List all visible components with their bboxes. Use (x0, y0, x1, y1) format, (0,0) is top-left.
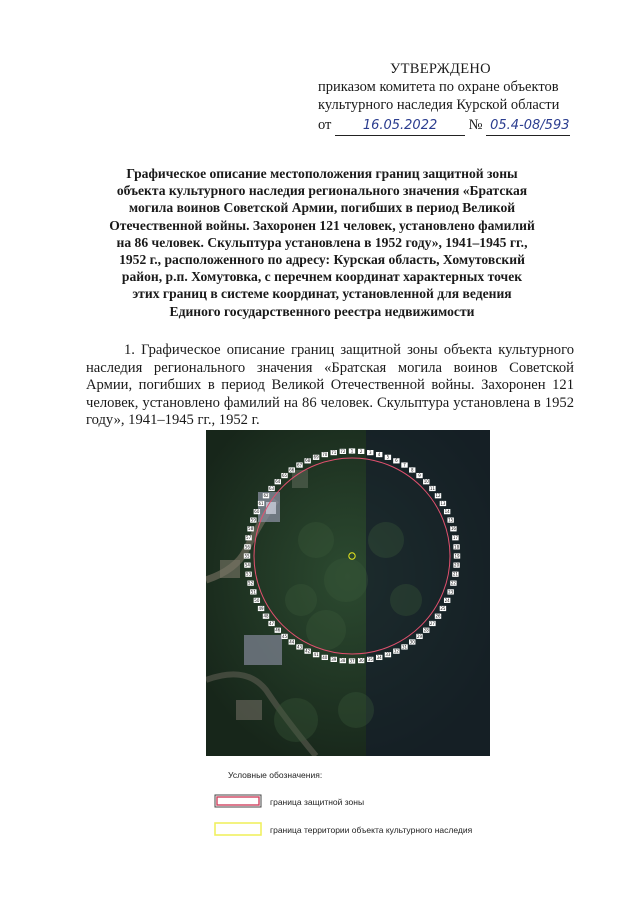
boundary-point-number: 12 (435, 493, 441, 499)
boundary-point-number: 5 (386, 454, 390, 460)
boundary-point-number: 64 (275, 479, 281, 485)
boundary-point-number: 3 (368, 450, 372, 455)
legend-label-heritage-territory: граница территории объекта культурного наследия (270, 825, 473, 835)
document-heading (72, 165, 572, 320)
boundary-point-number: 70 (322, 451, 328, 457)
boundary-point-number: 69 (313, 454, 319, 460)
boundary-point-number: 30 (409, 639, 415, 645)
boundary-point-number: 21 (452, 571, 458, 577)
boundary-point-number: 60 (254, 509, 260, 515)
boundary-point-number: 55 (244, 553, 250, 559)
boundary-point-number: 66 (289, 467, 295, 473)
boundary-point-number: 24 (444, 597, 450, 603)
boundary-point-number: 45 (281, 633, 288, 639)
boundary-point-number: 67 (296, 462, 303, 468)
boundary-point-number: 68 (305, 458, 311, 464)
boundary-point-number: 37 (349, 658, 355, 664)
heading-line: Графическое описание местоположения границ защитной зоны (126, 166, 518, 181)
boundary-point-number: 62 (263, 493, 269, 499)
boundary-point-number: 46 (275, 627, 281, 633)
boundary-point-number: 49 (258, 605, 264, 611)
boundary-point-number: 15 (448, 517, 454, 523)
heading-line: район, р.п. Хомутовка, с перечнем координат характерных точек (121, 269, 523, 285)
approval-stamp (318, 60, 618, 136)
boundary-point-number: 44 (289, 639, 295, 645)
approval-number: 05.4-08/593 (490, 118, 570, 133)
boundary-point-number: 52 (248, 580, 254, 586)
approval-line-2: культурного наследия Курской области (318, 97, 560, 113)
boundary-point-number: 34 (376, 654, 382, 660)
approval-title: УТВЕРЖДЕНО (390, 61, 491, 77)
satellite-map (206, 430, 490, 756)
approval-date: 16.05.2022 (362, 118, 438, 133)
building (244, 635, 282, 665)
boundary-point-number: 14 (444, 509, 450, 515)
boundary-point-number: 8 (410, 467, 414, 473)
boundary-point-number: 65 (281, 472, 288, 478)
boundary-point-number: 32 (393, 648, 399, 654)
boundary-point-number: 28 (423, 627, 429, 633)
boundary-point-number: 31 (401, 644, 408, 650)
boundary-point-number: 35 (367, 656, 373, 662)
approval-sign-line (318, 116, 618, 136)
boundary-point-number: 19 (454, 553, 460, 559)
boundary-point-number: 23 (448, 589, 454, 595)
building (236, 700, 262, 720)
boundary-point-number: 59 (250, 517, 256, 523)
boundary-point-number: 53 (246, 571, 252, 577)
boundary-point-number: 13 (440, 500, 446, 506)
boundary-point-number: 42 (305, 648, 311, 654)
boundary-point-number: 25 (440, 605, 446, 611)
boundary-point-number: 20 (454, 562, 460, 568)
heading-line: 1952 г., расположенного по адресу: Курская область, Хомутовский (119, 252, 525, 268)
boundary-point-number: 1 (350, 448, 354, 454)
boundary-point-number: 40 (322, 654, 328, 660)
approval-line-1: приказом комитета по охране объектов (318, 79, 559, 95)
legend-label-protection-zone: граница защитной зоны (270, 797, 365, 807)
boundary-point-number: 48 (263, 613, 269, 619)
building (220, 560, 240, 578)
legend-title: Условные обозначения: (228, 770, 323, 780)
boundary-point-number: 41 (313, 652, 319, 658)
from-label: от (318, 117, 332, 133)
boundary-point-number: 27 (429, 620, 435, 626)
boundary-point-number: 61 (258, 500, 264, 506)
boundary-point-number: 10 (423, 479, 429, 485)
boundary-point-number: 22 (450, 580, 456, 586)
legend-item-protection-zone (210, 794, 530, 810)
boundary-point-number: 16 (450, 526, 456, 532)
map-canvas (206, 430, 490, 756)
boundary-point-number: 2 (359, 448, 363, 454)
approval-date-field (335, 116, 465, 136)
heading-line: объекта культурного наследия регионального значения «Братская (116, 183, 528, 199)
boundary-point-number: 47 (269, 620, 275, 626)
boundary-point-number: 18 (454, 544, 460, 550)
boundary-point-number: 17 (452, 535, 458, 541)
boundary-point-number: 63 (269, 485, 275, 491)
boundary-point-number: 33 (385, 652, 391, 658)
boundary-point-number: 71 (331, 450, 337, 455)
boundary-point-number: 38 (340, 658, 346, 663)
boundary-point-number: 4 (377, 451, 381, 457)
boundary-point-number: 11 (429, 485, 435, 491)
boundary-point-number: 9 (418, 472, 421, 478)
boundary-point-number: 58 (248, 526, 254, 532)
boundary-point-number: 50 (254, 597, 260, 603)
number-sign: № (468, 117, 483, 133)
building (266, 502, 276, 514)
boundary-point-number: 51 (250, 589, 256, 595)
boundary-point-number: 29 (416, 633, 423, 639)
boundary-point-number: 54 (244, 562, 250, 568)
heading-line: могила воинов Советской Армии, погибших в период Великой (128, 200, 516, 216)
boundary-point-number: 36 (358, 658, 364, 663)
approval-number-field (486, 116, 570, 136)
boundary-point-number: 43 (296, 644, 303, 650)
boundary-point-number: 26 (435, 613, 441, 619)
heading-line: этих границ в системе координат, установленной для ведения (132, 286, 512, 302)
heading-line: Отечественной войны. Захоронен 121 человек, установлено фамилий (109, 217, 535, 233)
heading-line: Единого государственного реестра недвижимости (169, 303, 475, 319)
boundary-point-number: 6 (395, 458, 398, 464)
paragraph-1: 1. Графическое описание границ защитной зоны объекта культурного наследия регионального значения «Братская могила воинов Советской Армии, погибших в период Великой Отечественной войны. Захоронен 121 человек, установлено фамилий на 86 человек. Скульптура установлена в 1952 году», 1941–1945 гг., 1952 г. (86, 342, 574, 429)
boundary-point-number: 57 (246, 535, 252, 541)
boundary-point-number: 72 (340, 448, 346, 454)
heading-line: на 86 человек. Скульптура установлена в 1952 году», 1941–1945 гг., (116, 234, 528, 250)
legend-item-heritage-territory (210, 822, 530, 838)
legend-swatch-heritage-territory (214, 822, 262, 836)
boundary-point-number: 56 (244, 544, 250, 550)
legend-swatch-protection-zone (214, 794, 262, 808)
boundary-point-number: 39 (331, 656, 337, 662)
boundary-point-number: 7 (403, 462, 406, 468)
